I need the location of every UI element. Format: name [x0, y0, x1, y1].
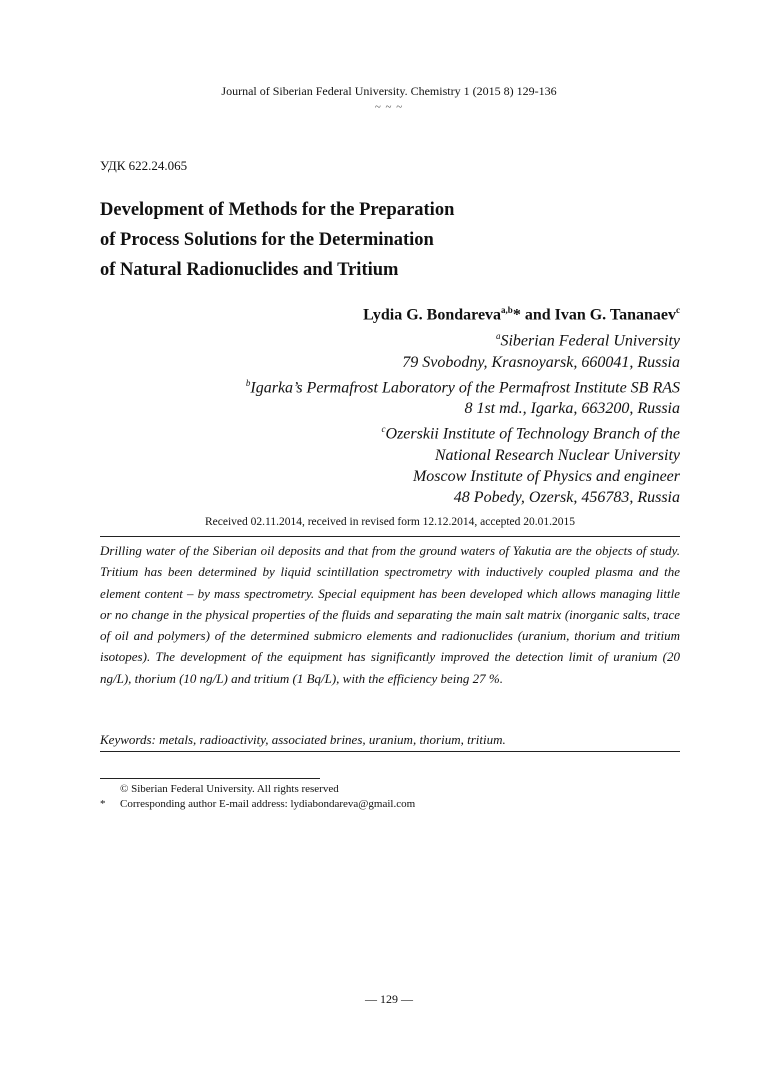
author-connector: and [520, 306, 555, 324]
footnote-corresponding-text: Corresponding author E-mail address: lydiabondareva@gmail.com [120, 798, 416, 810]
title-line-2: of Process Solutions for the Determination [100, 230, 434, 250]
keywords: Keywords: metals, radioactivity, associated brines, uranium, thorium, tritium. [100, 732, 506, 747]
footnote-star-mark: * [100, 798, 106, 810]
footnote-copyright [100, 782, 415, 797]
affiliation-a-address: 79 Svobodny, Krasnoyarsk, 660041, Russia [402, 353, 680, 371]
title-line-3: of Natural Radionuclides and Tritium [100, 260, 399, 280]
received-dates: Received 02.11.2014, received in revised form 12.12.2014, accepted 20.01.2015 [204, 516, 576, 528]
journal-header: Journal of Siberian Federal University. Chemistry 1 (2015 8) 129-136 [221, 84, 557, 98]
footnotes [100, 782, 415, 812]
affiliations-block [80, 326, 680, 509]
udk-code: УДК 622.24.065 [100, 158, 188, 173]
abstract-text: Drilling water of the Siberian oil deposits and that from the ground waters of Yakutia are the objects of study. Tritium has been determined by liquid scintillation spectrometry with inductively coupled plasma and the element content – by mass spectrometry. Special equipment has been developed which allows managing little or no change in the physical properties of the fluids and separating the main salt matrix (inorganic salts, trace of oil and polymers) of the determined submicro elements and radionuclides (uranium, thorium and tritium isotopes). The development of the equipment has significantly improved the detection limit of uranium (20 ng/L), thorium (10 ng/L) and tritium (1 Bq/L), with the efficiency being 27 %. [100, 543, 680, 686]
header-ornament: ~ ~ ~ [374, 101, 404, 113]
title-line-1: Development of Methods for the Preparation [100, 200, 455, 220]
affiliation-a-sup: a [495, 331, 501, 341]
author-1-affil-sup: a,b [501, 305, 513, 315]
affiliation-b-name: $^b$Igarka’s Permafrost Laboratory of the Permafrost Institute SB RAS [245, 377, 680, 397]
footnote-copyright-text: © Siberian Federal University. All rights reserved [120, 783, 339, 795]
abstract-bottom-rule [100, 751, 680, 752]
footnote-rule [100, 778, 320, 779]
footnote-copyright-mark [100, 782, 120, 797]
author-2-affil-sup: c [676, 305, 680, 315]
affiliation-b-address: 8 1st md., Igarka, 663200, Russia [464, 400, 680, 418]
affiliation-c-line-2: National Research Nuclear University [434, 447, 680, 464]
footnote-corresponding [100, 797, 415, 812]
affiliation-c-name: $^c$Ozerskii Institute of Technology Branch of the [381, 424, 680, 443]
affiliation-c-sup: c [381, 424, 386, 435]
author-line [363, 305, 680, 324]
affiliation-a-name: $^a$Siberian Federal University [495, 331, 680, 350]
author-1-name: Lydia G. Bondareva [363, 306, 502, 324]
affiliation-c-line-3: Moscow Institute of Physics and engineer [412, 468, 680, 486]
abstract-top-rule [100, 536, 680, 537]
affiliation-b-sup: b [245, 377, 251, 388]
author-2-name: Ivan G. Tananaev [554, 306, 676, 324]
article-title [100, 195, 620, 285]
page-number: ― 129 ― [365, 992, 413, 1006]
affiliation-c-address: 48 Pobedy, Ozersk, 456783, Russia [453, 489, 680, 507]
author-1-star: * [512, 306, 521, 324]
